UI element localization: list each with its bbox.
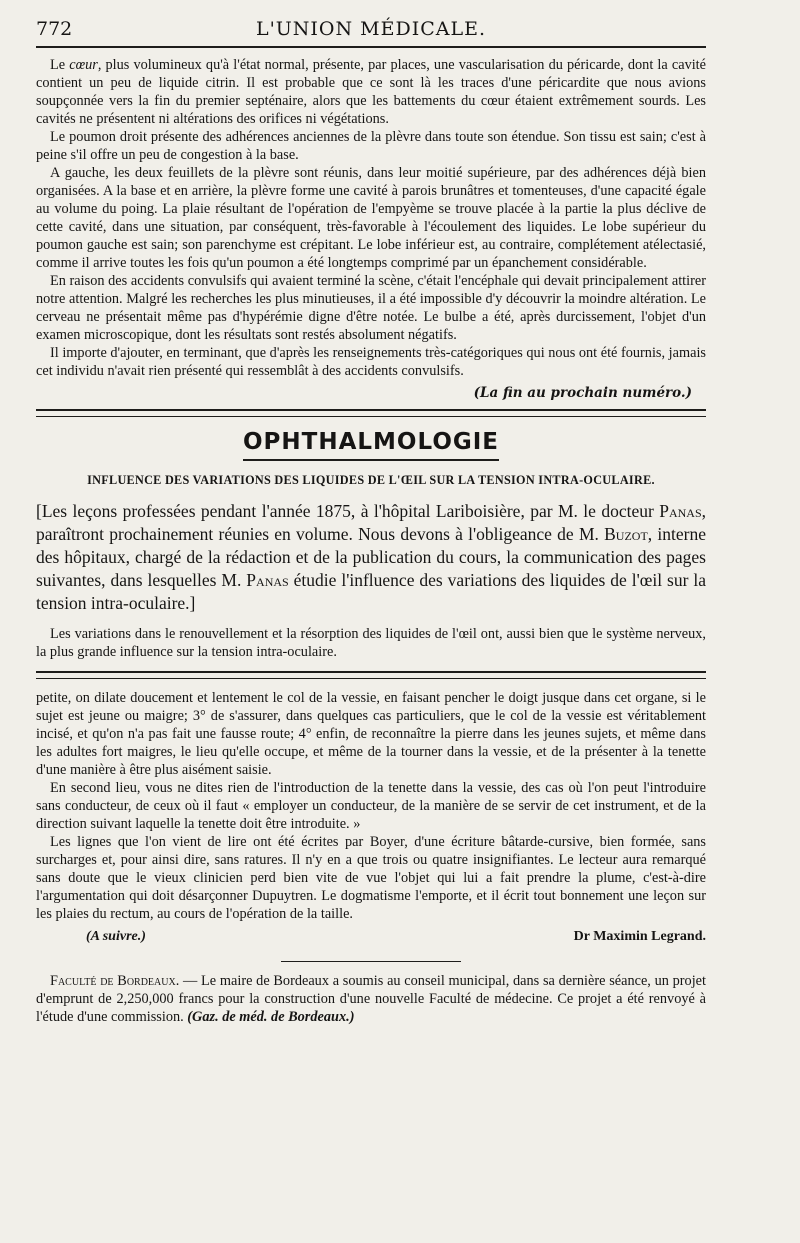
feuilleton-continuation	[36, 689, 706, 945]
journal-title: L'UNION MÉDICALE.	[255, 18, 487, 40]
to-follow-note: (A suivre.)	[86, 929, 146, 944]
paragraph-right-lung: Le poumon droit présente des adhérences anciennes de la plèvre dans toute son étendue. Son tissu est sain; c'est à peine s'il offre un peu de congestion à la base.	[36, 129, 706, 163]
column-break-rule	[36, 671, 706, 679]
lead-paragraph: Les variations dans le renouvellement et la résorption des liquides de l'œil ont, aussi bien que le système nerveux, la plus grande influence sur la tension intra-oculaire.	[36, 626, 706, 660]
section-separator	[36, 409, 706, 417]
author-signature: Dr Maximin Legrand.	[573, 929, 706, 944]
text-run-italic: cœur	[69, 57, 98, 73]
author-name: Panas	[659, 501, 702, 521]
text-run: , interne des hôpitaux, chargé de la rédaction et de la publication du cours, la communication des pages suivantes, dans lesquelles M.	[36, 524, 706, 590]
text-run: Le	[50, 57, 70, 73]
to-be-continued-note: (La fin au prochain numéro.)	[473, 385, 692, 401]
paragraph-introduction: En second lieu, vous ne dites rien de l'introduction de la tenette dans la vessie, des cas où l'on peut l'introduire sans conducteur, de ceux où il faut « employer un conducteur, de la manière de se servir de cet instrument, et de la direction suivant laquelle la tenette doit être introduite. »	[36, 780, 706, 832]
header-rule	[36, 46, 706, 48]
paragraph-tenette: petite, on dilate doucement et lentement le col de la vessie, en faisant pencher le doigt jusque dans cet organe, si le sujet est jeune ou maigre; 3° de s'assurer, dans quelques cas particuliers, que le col de la vessie est véritablement incisé, et qu'on n'a pas fait une fausse route; 4° enfin, de reconnaître la pierre dans les jeunes sujets, et même dans les adultes fort maigres, le lieu qu'elle occupe, et même de la tourner dans la vessie, et de la présenter à la tenette d'une manière à être plus aisément saisie.	[36, 690, 706, 778]
page-number: 772	[36, 18, 73, 40]
article-closing	[36, 929, 706, 945]
editorial-intro	[36, 500, 706, 615]
paragraph-heart	[36, 56, 706, 128]
article-ending	[36, 56, 706, 401]
news-separator	[281, 961, 461, 962]
news-item	[36, 972, 706, 1026]
text-run: , paraîtront prochainement réunies en volume. Nous devons à l'obligeance de M.	[36, 501, 706, 544]
running-header	[36, 14, 706, 44]
paragraph-boyer: Les lignes que l'on vient de lire ont été écrites par Boyer, d'une écriture bâtarde-cursive, bien formée, sans surcharges et, pour ainsi dire, sans ratures. Il n'y en a que trois ou quatre insignifiantes. Le lecteur aura remarqué sans doute que le vieux clinicien perd bien vite de vue l'objet qui lui a fait prendre la plume, c'est-à-dire l'argumentation qui doit désarçonner Dupuytren. Le dogmatisme l'emporte, et il écrit tout bonnement une leçon sur les plaies du rectum, au cours de l'opération de la taille.	[36, 834, 706, 922]
paragraph-brain: En raison des accidents convulsifs qui avaient terminé la scène, c'était l'encéphale qui devait principalement attirer notre attention. Malgré les recherches les plus minutieuses, il a été impossible d'y découvrir la moindre altération. Le cerveau ne présentait même pas d'hypérémie digne d'être notée. Le bulbe a été, après durcissement, l'objet d'un examen microscopique, dont les résultats sont restés absolument négatifs.	[36, 273, 706, 343]
text-run: étudie l'influence des variations des liquides de l'œil sur la tension intra-oculaire.]	[36, 570, 706, 613]
author-name: Buzot	[604, 524, 648, 544]
news-source: (Gaz. de méd. de Bordeaux.)	[187, 1009, 355, 1025]
text-run: , plus volumineux qu'à l'état normal, présente, par places, une vascularisation du péricarde, dont la cavité contient un peu de liquide citrin. Il est probable que ce sont là les traces d'une péricardite que nous avions soupçonnée vers la fin du premier septénaire, alors que les battements du cœur étaient extrêmement sourds. Les cavités ne présentent ni altérations des orifices ni végétations.	[36, 57, 707, 127]
page-column	[36, 14, 706, 1026]
paragraph-conclusion: Il importe d'ajouter, en terminant, que d'après les renseignements très-catégoriques qui nous ont été fournis, jamais cet individu n'avait rien présenté qui ressemblât à des accidents convulsifs.	[36, 345, 706, 379]
news-heading: Faculté de Bordeaux.	[50, 973, 180, 989]
paragraph-left-lung: A gauche, les deux feuillets de la plèvre sont réunis, dans leur moitié supérieure, par des adhérences déjà bien organisées. A la base et en arrière, la plèvre forme une cavité à parois brunâtres et tomenteuses, d'une capacité égale au volume du poing. La plaie résultant de l'opération de l'empyème se trouve placée à la partie la plus déclive de cette cavité, dans une situation, par conséquent, très-favorable à l'écoulement des liquides. Le lobe supérieur du poumon gauche est sain; son parenchyme est crépitant. Le lobe inférieur est, au contraire, complétement atélectasié, comme il arrive toutes les fois qu'un poumon a été longtemps comprimé par un épanchement considérable.	[36, 165, 706, 271]
text-run: [Les leçons professées pendant l'année 1875, à l'hôpital Lariboisière, par M. le docteur	[36, 501, 660, 521]
section-title: OPHTHALMOLOGIE	[243, 429, 499, 461]
article-subtitle: INFLUENCE DES VARIATIONS DES LIQUIDES DE L'ŒIL SUR LA TENSION INTRA-OCULAIRE.	[87, 473, 655, 487]
section-heading	[36, 429, 706, 461]
news-text: — Le maire de Bordeaux a soumis au conseil municipal, dans sa dernière séance, un projet d'emprunt de 2,250,000 francs pour la construction d'une nouvelle Faculté de médecine. Ce projet a été renvoyé à l'étude d'une commission.	[36, 973, 706, 1025]
author-name: Panas	[246, 570, 289, 590]
